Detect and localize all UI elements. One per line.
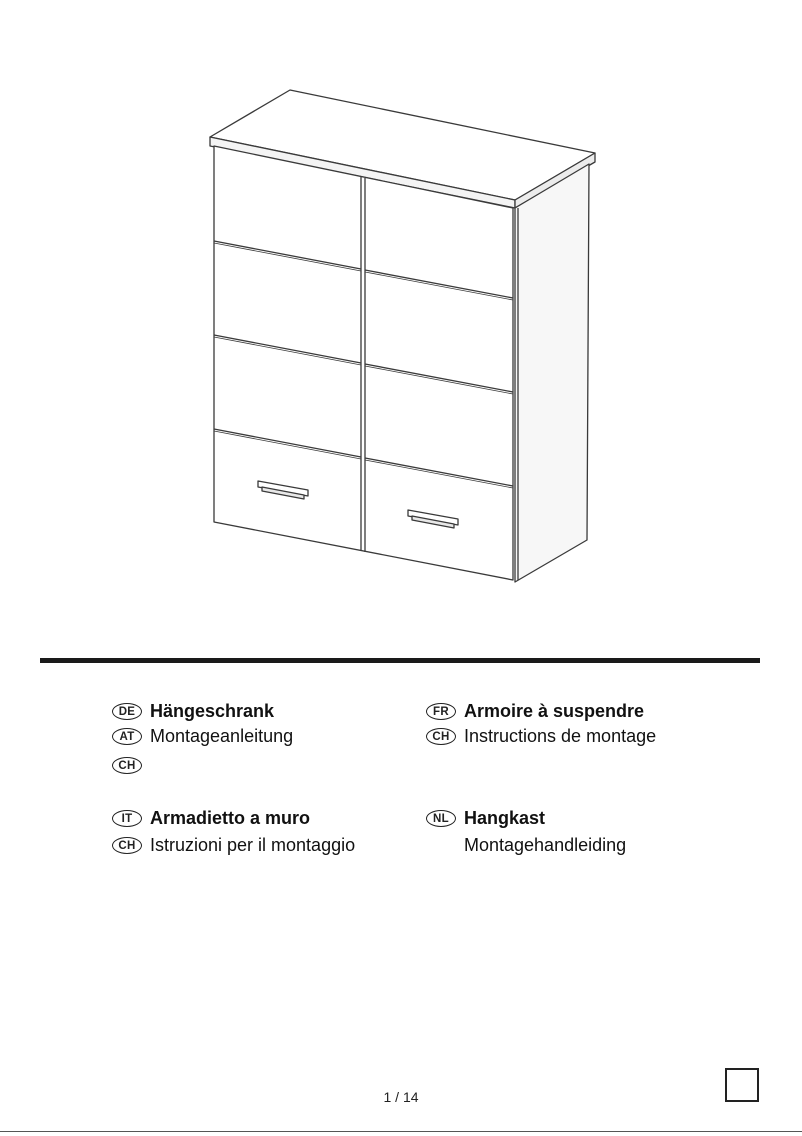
subtitle-nl: Montagehandleiding bbox=[464, 834, 627, 855]
page-number: 1 / 14 bbox=[383, 1089, 419, 1105]
title-it: Armadietto a muro bbox=[150, 807, 311, 828]
corner-box bbox=[725, 1068, 759, 1102]
country-badge-ch: CH bbox=[426, 728, 456, 745]
bottom-rule bbox=[0, 1131, 802, 1132]
cabinet-front bbox=[214, 146, 513, 580]
cabinet-side-panel bbox=[515, 164, 589, 582]
country-badge-de: DE bbox=[112, 703, 142, 720]
country-badge-it: IT bbox=[112, 810, 142, 827]
subtitle-fr: Instructions de montage bbox=[464, 725, 657, 746]
country-badge-nl: NL bbox=[426, 810, 456, 827]
subtitle-de: Montageanleitung bbox=[150, 725, 294, 746]
country-badge-fr: FR bbox=[426, 703, 456, 720]
cabinet-illustration bbox=[200, 80, 600, 590]
title-de: Hängeschrank bbox=[150, 700, 275, 721]
section-divider bbox=[40, 658, 760, 663]
subtitle-it: Istruzioni per il montaggio bbox=[150, 834, 356, 855]
title-nl: Hangkast bbox=[464, 807, 546, 828]
badge-spacer bbox=[426, 837, 456, 854]
country-badge-ch: CH bbox=[112, 757, 142, 774]
country-badge-at: AT bbox=[112, 728, 142, 745]
title-fr: Armoire à suspendre bbox=[464, 700, 645, 721]
country-badge-ch: CH bbox=[112, 837, 142, 854]
